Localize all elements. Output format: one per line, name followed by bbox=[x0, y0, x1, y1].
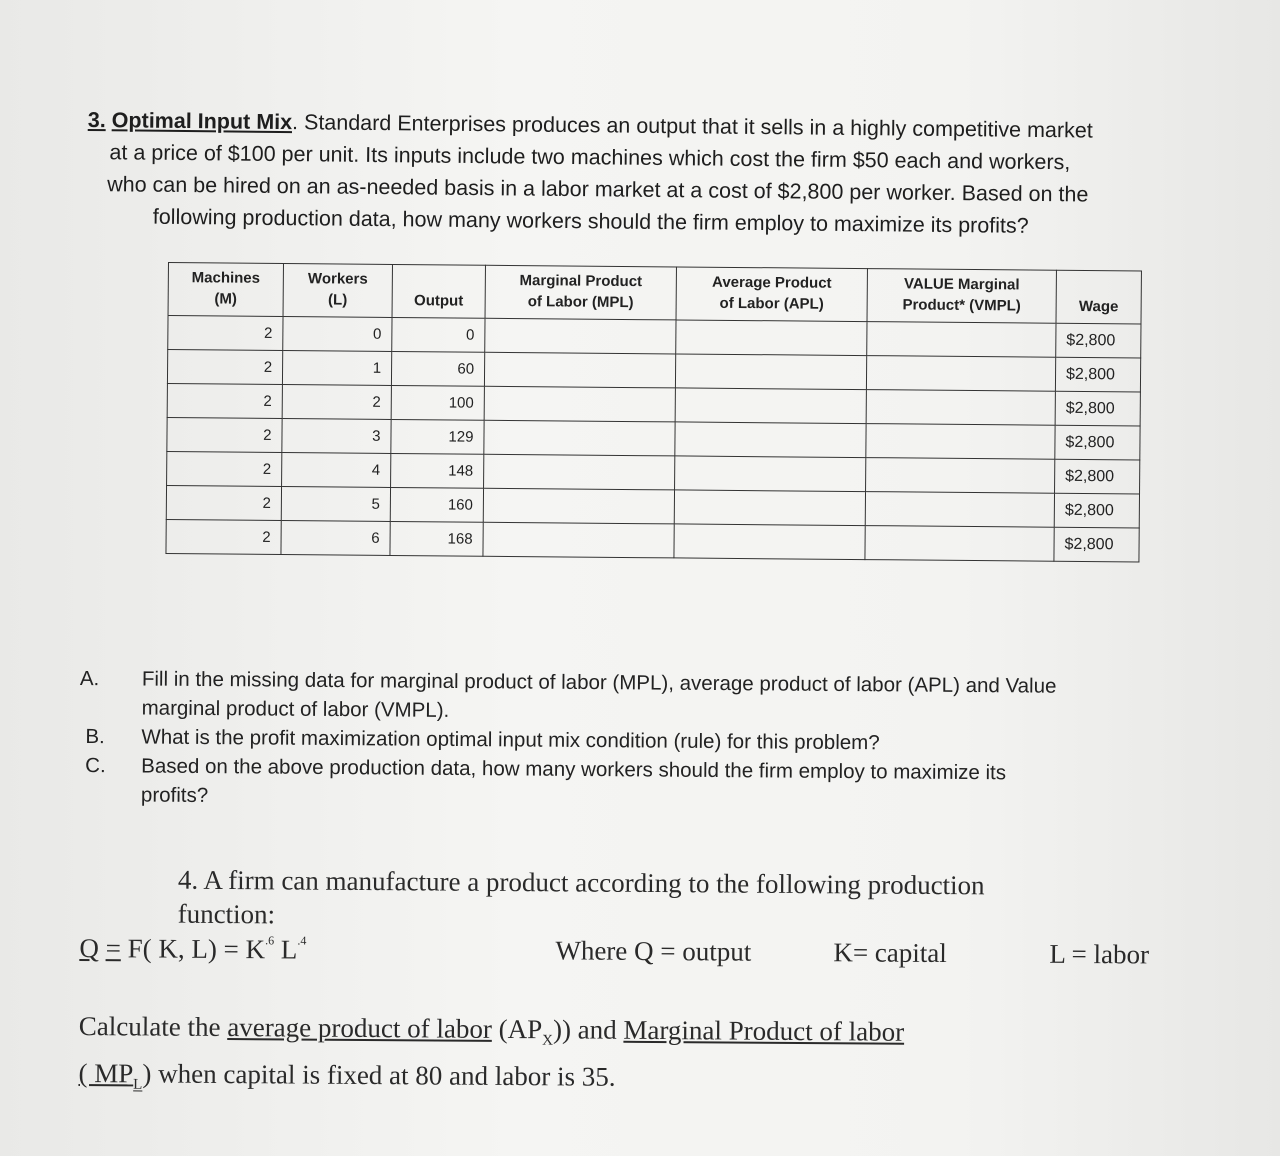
calc-mid-1: (AP bbox=[491, 1013, 543, 1045]
cell-vmp[interactable] bbox=[866, 356, 1055, 392]
cell-ap[interactable] bbox=[675, 388, 866, 424]
production-function-row bbox=[79, 932, 1239, 980]
cell-output: 129 bbox=[391, 419, 484, 454]
cell-machines: 2 bbox=[167, 451, 282, 486]
cell-workers: 0 bbox=[283, 317, 392, 352]
header-ap-label: Average Product bbox=[712, 273, 832, 292]
cell-vmp[interactable] bbox=[866, 390, 1055, 426]
cell-mp[interactable] bbox=[483, 488, 674, 524]
header-output-label: Output bbox=[414, 292, 464, 310]
cell-mp[interactable] bbox=[484, 386, 675, 422]
cell-wage: $2,800 bbox=[1055, 391, 1140, 426]
header-mp-label: Marginal Product bbox=[519, 272, 643, 291]
header-workers bbox=[283, 264, 392, 318]
cell-ap[interactable] bbox=[675, 354, 866, 390]
eq-l: L bbox=[273, 934, 298, 965]
production-table-wrapper bbox=[165, 262, 1142, 562]
cell-wage: $2,800 bbox=[1054, 493, 1139, 528]
header-value-marginal-product bbox=[867, 269, 1056, 324]
question-c-line-1: Based on the above production data, how many workers should the firm employ to maximize its bbox=[141, 754, 1007, 785]
header-workers-sub: (L) bbox=[328, 291, 348, 309]
question-c-line-2: profits? bbox=[140, 783, 209, 808]
question-a bbox=[80, 664, 1220, 731]
question-c-label: C. bbox=[85, 754, 106, 778]
problem-3-line-4: following production data, how many workers should the firm employ to maximize its profits? bbox=[152, 204, 1029, 238]
header-wage-label: Wage bbox=[1078, 297, 1119, 316]
problem-4-intro-line-2: function: bbox=[177, 898, 276, 930]
calc-mp-open: ( MP bbox=[78, 1058, 134, 1089]
question-b-line-1: What is the profit maximization optimal input mix condition (rule) for this problem? bbox=[141, 725, 880, 755]
cell-output: 148 bbox=[391, 453, 484, 488]
cell-output: 168 bbox=[390, 521, 483, 556]
cell-vmp[interactable] bbox=[865, 492, 1054, 528]
eq-q: Q bbox=[79, 932, 100, 964]
calc-sub-x: X bbox=[542, 1032, 553, 1049]
cell-output: 100 bbox=[391, 385, 484, 420]
cell-machines: 2 bbox=[168, 316, 283, 351]
eq-rest: F( K, L) = K bbox=[120, 933, 266, 965]
cell-workers: 5 bbox=[281, 486, 390, 521]
cell-vmp[interactable] bbox=[867, 322, 1056, 358]
eq-l-exponent: .4 bbox=[297, 933, 307, 948]
questions-list bbox=[79, 664, 1220, 818]
cell-wage: $2,800 bbox=[1054, 527, 1139, 562]
problem-3-line-3: who can be hired on an as-needed basis in a labor market at a cost of $2,800 per worker. Based on the bbox=[107, 172, 1089, 207]
cell-mp[interactable] bbox=[484, 454, 675, 490]
cell-wage: $2,800 bbox=[1055, 357, 1140, 392]
header-ap-sub: of Labor (APL) bbox=[719, 294, 824, 313]
cell-vmp[interactable] bbox=[866, 458, 1055, 494]
cell-workers: 4 bbox=[282, 453, 391, 488]
problem-3-line-2: at a price of $100 per unit. Its inputs include two machines which cost the firm $50 each and workers, bbox=[109, 140, 1071, 175]
problem-3-title: Optimal Input Mix bbox=[111, 108, 293, 135]
cell-output: 60 bbox=[391, 351, 484, 386]
cell-machines: 2 bbox=[167, 350, 282, 385]
cell-output: 0 bbox=[392, 317, 485, 352]
production-table bbox=[165, 262, 1142, 562]
cell-wage: $2,800 bbox=[1055, 425, 1140, 460]
cell-wage: $2,800 bbox=[1055, 459, 1140, 494]
cell-ap[interactable] bbox=[675, 422, 866, 458]
problem-3-text bbox=[87, 104, 1238, 244]
question-a-line-2: marginal product of labor (VMPL). bbox=[141, 696, 450, 722]
header-machines bbox=[168, 263, 283, 317]
cell-vmp[interactable] bbox=[865, 526, 1054, 562]
header-vmp-sub: Product* (VMPL) bbox=[902, 296, 1021, 315]
calc-marginal-product: Marginal Product of labor bbox=[623, 1014, 905, 1047]
cell-output: 160 bbox=[390, 487, 483, 522]
cell-workers: 2 bbox=[282, 385, 391, 420]
question-c bbox=[79, 751, 1219, 818]
cell-mp[interactable] bbox=[484, 352, 675, 388]
eq-k-exponent: .6 bbox=[265, 933, 275, 948]
cell-workers: 1 bbox=[282, 351, 391, 386]
calc-average-product: average product of labor bbox=[227, 1012, 493, 1044]
header-machines-label: Machines bbox=[191, 269, 261, 287]
problem-4-calc bbox=[78, 1008, 1239, 1111]
table-row bbox=[166, 519, 1139, 561]
cell-ap[interactable] bbox=[675, 456, 866, 492]
calc-pre: Calculate the bbox=[78, 1010, 228, 1043]
problem-4-intro bbox=[80, 862, 1240, 938]
header-mp-sub: of Labor (MPL) bbox=[527, 293, 634, 312]
problem-3-number: 3. bbox=[87, 107, 106, 133]
header-vmp-label: VALUE Marginal bbox=[903, 275, 1020, 294]
calc-mid-2: )) and bbox=[552, 1014, 624, 1045]
question-a-label: A. bbox=[79, 666, 100, 691]
cell-ap[interactable] bbox=[674, 490, 865, 526]
cell-mp[interactable] bbox=[484, 420, 675, 456]
header-workers-label: Workers bbox=[307, 270, 368, 288]
calc-sub-l: L bbox=[133, 1077, 143, 1094]
header-average-product bbox=[676, 267, 867, 322]
problem-3-line-1-text: . Standard Enterprises produces an output that it sells in a highly competitive market bbox=[291, 110, 1093, 143]
k-capital: K= capital bbox=[833, 937, 947, 969]
cell-machines: 2 bbox=[167, 383, 282, 418]
question-b-label: B. bbox=[85, 725, 105, 749]
cell-machines: 2 bbox=[166, 519, 281, 554]
cell-mp[interactable] bbox=[483, 522, 674, 558]
problem-4 bbox=[78, 862, 1240, 1111]
l-labor: L = labor bbox=[1049, 938, 1150, 970]
cell-wage: $2,800 bbox=[1056, 323, 1141, 358]
production-function bbox=[79, 932, 306, 966]
problem-4-intro-line-1: 4. A firm can manufacture a product according to the following production bbox=[177, 864, 985, 901]
calc-line-2-rest: ) when capital is fixed at 80 and labor is 35. bbox=[142, 1058, 616, 1093]
table-header-row bbox=[168, 263, 1141, 324]
header-machines-sub: (M) bbox=[214, 290, 238, 308]
cell-machines: 2 bbox=[167, 417, 282, 452]
cell-machines: 2 bbox=[166, 485, 281, 520]
header-output bbox=[392, 264, 485, 318]
cell-workers: 3 bbox=[282, 419, 391, 454]
header-wage bbox=[1056, 270, 1141, 324]
calc-line-1 bbox=[79, 1008, 1239, 1063]
calc-line-2 bbox=[78, 1055, 1238, 1110]
question-a-line-1: Fill in the missing data for marginal product of labor (MPL), average product of labor (APL) and Value bbox=[141, 667, 1057, 698]
cell-mp[interactable] bbox=[485, 318, 676, 354]
cell-ap[interactable] bbox=[674, 524, 865, 560]
where-output: Where Q = output bbox=[555, 935, 752, 967]
cell-vmp[interactable] bbox=[866, 424, 1055, 460]
header-marginal-product bbox=[485, 265, 676, 320]
cell-ap[interactable] bbox=[676, 320, 867, 356]
eq-equals: = bbox=[105, 933, 121, 964]
cell-workers: 6 bbox=[281, 520, 390, 555]
